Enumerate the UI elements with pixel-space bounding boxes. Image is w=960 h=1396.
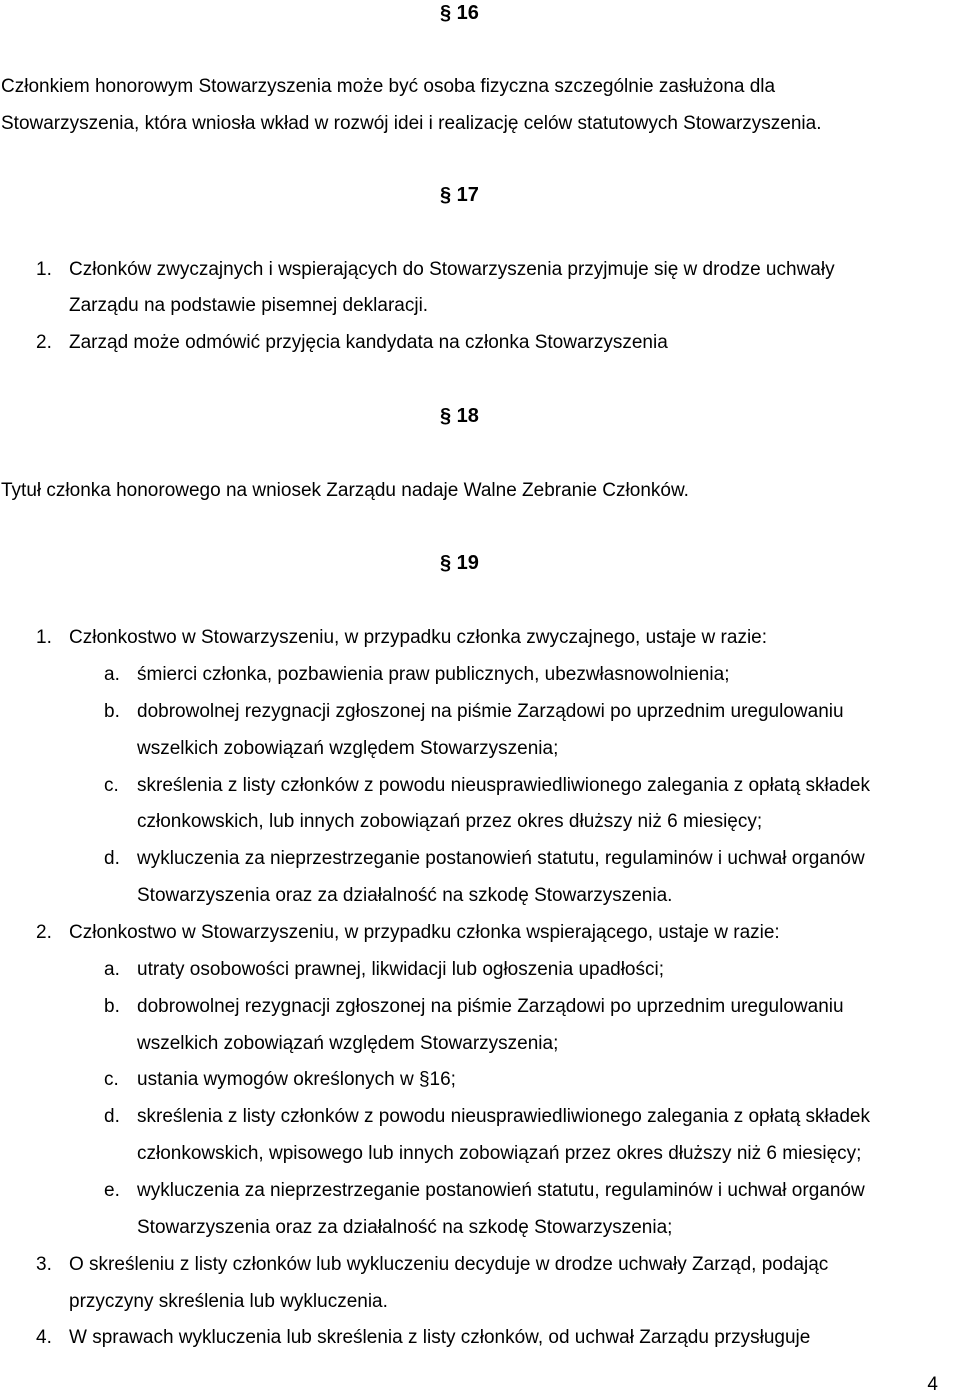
item-number: 3. [36, 1254, 52, 1275]
subitem-letter: d. [104, 1106, 120, 1127]
item-line: Członkostwo w Stowarzyszeniu, w przypadku członka wspierającego, ustaje w razie: [69, 922, 780, 943]
subitem-line: skreślenia z listy członków z powodu nieusprawiedliwionego zalegania z opłatą składek [137, 775, 870, 796]
item-line: przyczyny skreślenia lub wykluczenia. [69, 1291, 388, 1312]
section-heading-18: § 18 [440, 405, 479, 427]
subitem-line: Stowarzyszenia oraz za działalność na szkodę Stowarzyszenia. [137, 885, 673, 906]
item-number: 2. [36, 332, 52, 353]
subitem-line: dobrowolnej rezygnacji zgłoszonej na piśmie Zarządowi po uprzednim uregulowaniu [137, 996, 844, 1017]
item-line: W sprawach wykluczenia lub skreślenia z listy członków, od uchwał Zarządu przysługuje [69, 1327, 811, 1348]
subitem-line: śmierci członka, pozbawienia praw publicznych, ubezwłasnowolnienia; [137, 664, 730, 685]
subitem-letter: a. [104, 959, 120, 980]
item-line: Zarząd może odmówić przyjęcia kandydata na członka Stowarzyszenia [69, 332, 668, 353]
subitem-line: skreślenia z listy członków z powodu nieusprawiedliwionego zalegania z opłatą składek [137, 1106, 870, 1127]
item-line: Zarządu na podstawie pisemnej deklaracji. [69, 295, 429, 316]
item-number: 4. [36, 1327, 52, 1348]
section-heading-16: § 16 [440, 2, 479, 24]
item-line: Członkostwo w Stowarzyszeniu, w przypadku członka zwyczajnego, ustaje w razie: [69, 627, 768, 648]
subitem-line: Stowarzyszenia oraz za działalność na szkodę Stowarzyszenia; [137, 1217, 673, 1238]
subitem-line: członkowskich, wpisowego lub innych zobowiązań przez okres dłuższy niż 6 miesięcy; [137, 1143, 862, 1164]
subitem-line: członkowskich, lub innych zobowiązań przez okres dłuższy niż 6 miesięcy; [137, 811, 763, 832]
subitem-letter: c. [104, 1069, 119, 1090]
subitem-letter: e. [104, 1180, 120, 1201]
section-heading-19: § 19 [440, 552, 479, 574]
item-number: 2. [36, 922, 52, 943]
item-line: O skreśleniu z listy członków lub wykluczeniu decyduje w drodze uchwały Zarząd, podając [69, 1254, 829, 1275]
subitem-line: wykluczenia za nieprzestrzeganie postanowień statutu, regulaminów i uchwał organów [137, 848, 865, 869]
paragraph-line: Członkiem honorowym Stowarzyszenia może być osoba fizyczna szczególnie zasłużona dla [1, 76, 776, 97]
item-number: 1. [36, 627, 52, 648]
subitem-line: wszelkich zobowiązań względem Stowarzyszenia; [137, 1033, 559, 1054]
item-number: 1. [36, 259, 52, 280]
subitem-line: ustania wymogów określonych w §16; [137, 1069, 456, 1090]
subitem-letter: c. [104, 775, 119, 796]
page-number: 4 [927, 1374, 938, 1395]
paragraph-line: Tytuł członka honorowego na wniosek Zarządu nadaje Walne Zebranie Członków. [1, 480, 689, 501]
subitem-line: utraty osobowości prawnej, likwidacji lub ogłoszenia upadłości; [137, 959, 664, 980]
subitem-letter: a. [104, 664, 120, 685]
subitem-line: dobrowolnej rezygnacji zgłoszonej na piśmie Zarządowi po uprzednim uregulowaniu [137, 701, 844, 722]
subitem-line: wszelkich zobowiązań względem Stowarzyszenia; [137, 738, 559, 759]
paragraph-line: Stowarzyszenia, która wniosła wkład w rozwój idei i realizację celów statutowych Stowarzyszenia. [1, 113, 822, 134]
section-heading-17: § 17 [440, 184, 479, 206]
subitem-letter: d. [104, 848, 120, 869]
subitem-letter: b. [104, 701, 120, 722]
subitem-letter: b. [104, 996, 120, 1017]
subitem-line: wykluczenia za nieprzestrzeganie postanowień statutu, regulaminów i uchwał organów [137, 1180, 865, 1201]
item-line: Członków zwyczajnych i wspierających do Stowarzyszenia przyjmuje się w drodze uchwały [69, 259, 835, 280]
